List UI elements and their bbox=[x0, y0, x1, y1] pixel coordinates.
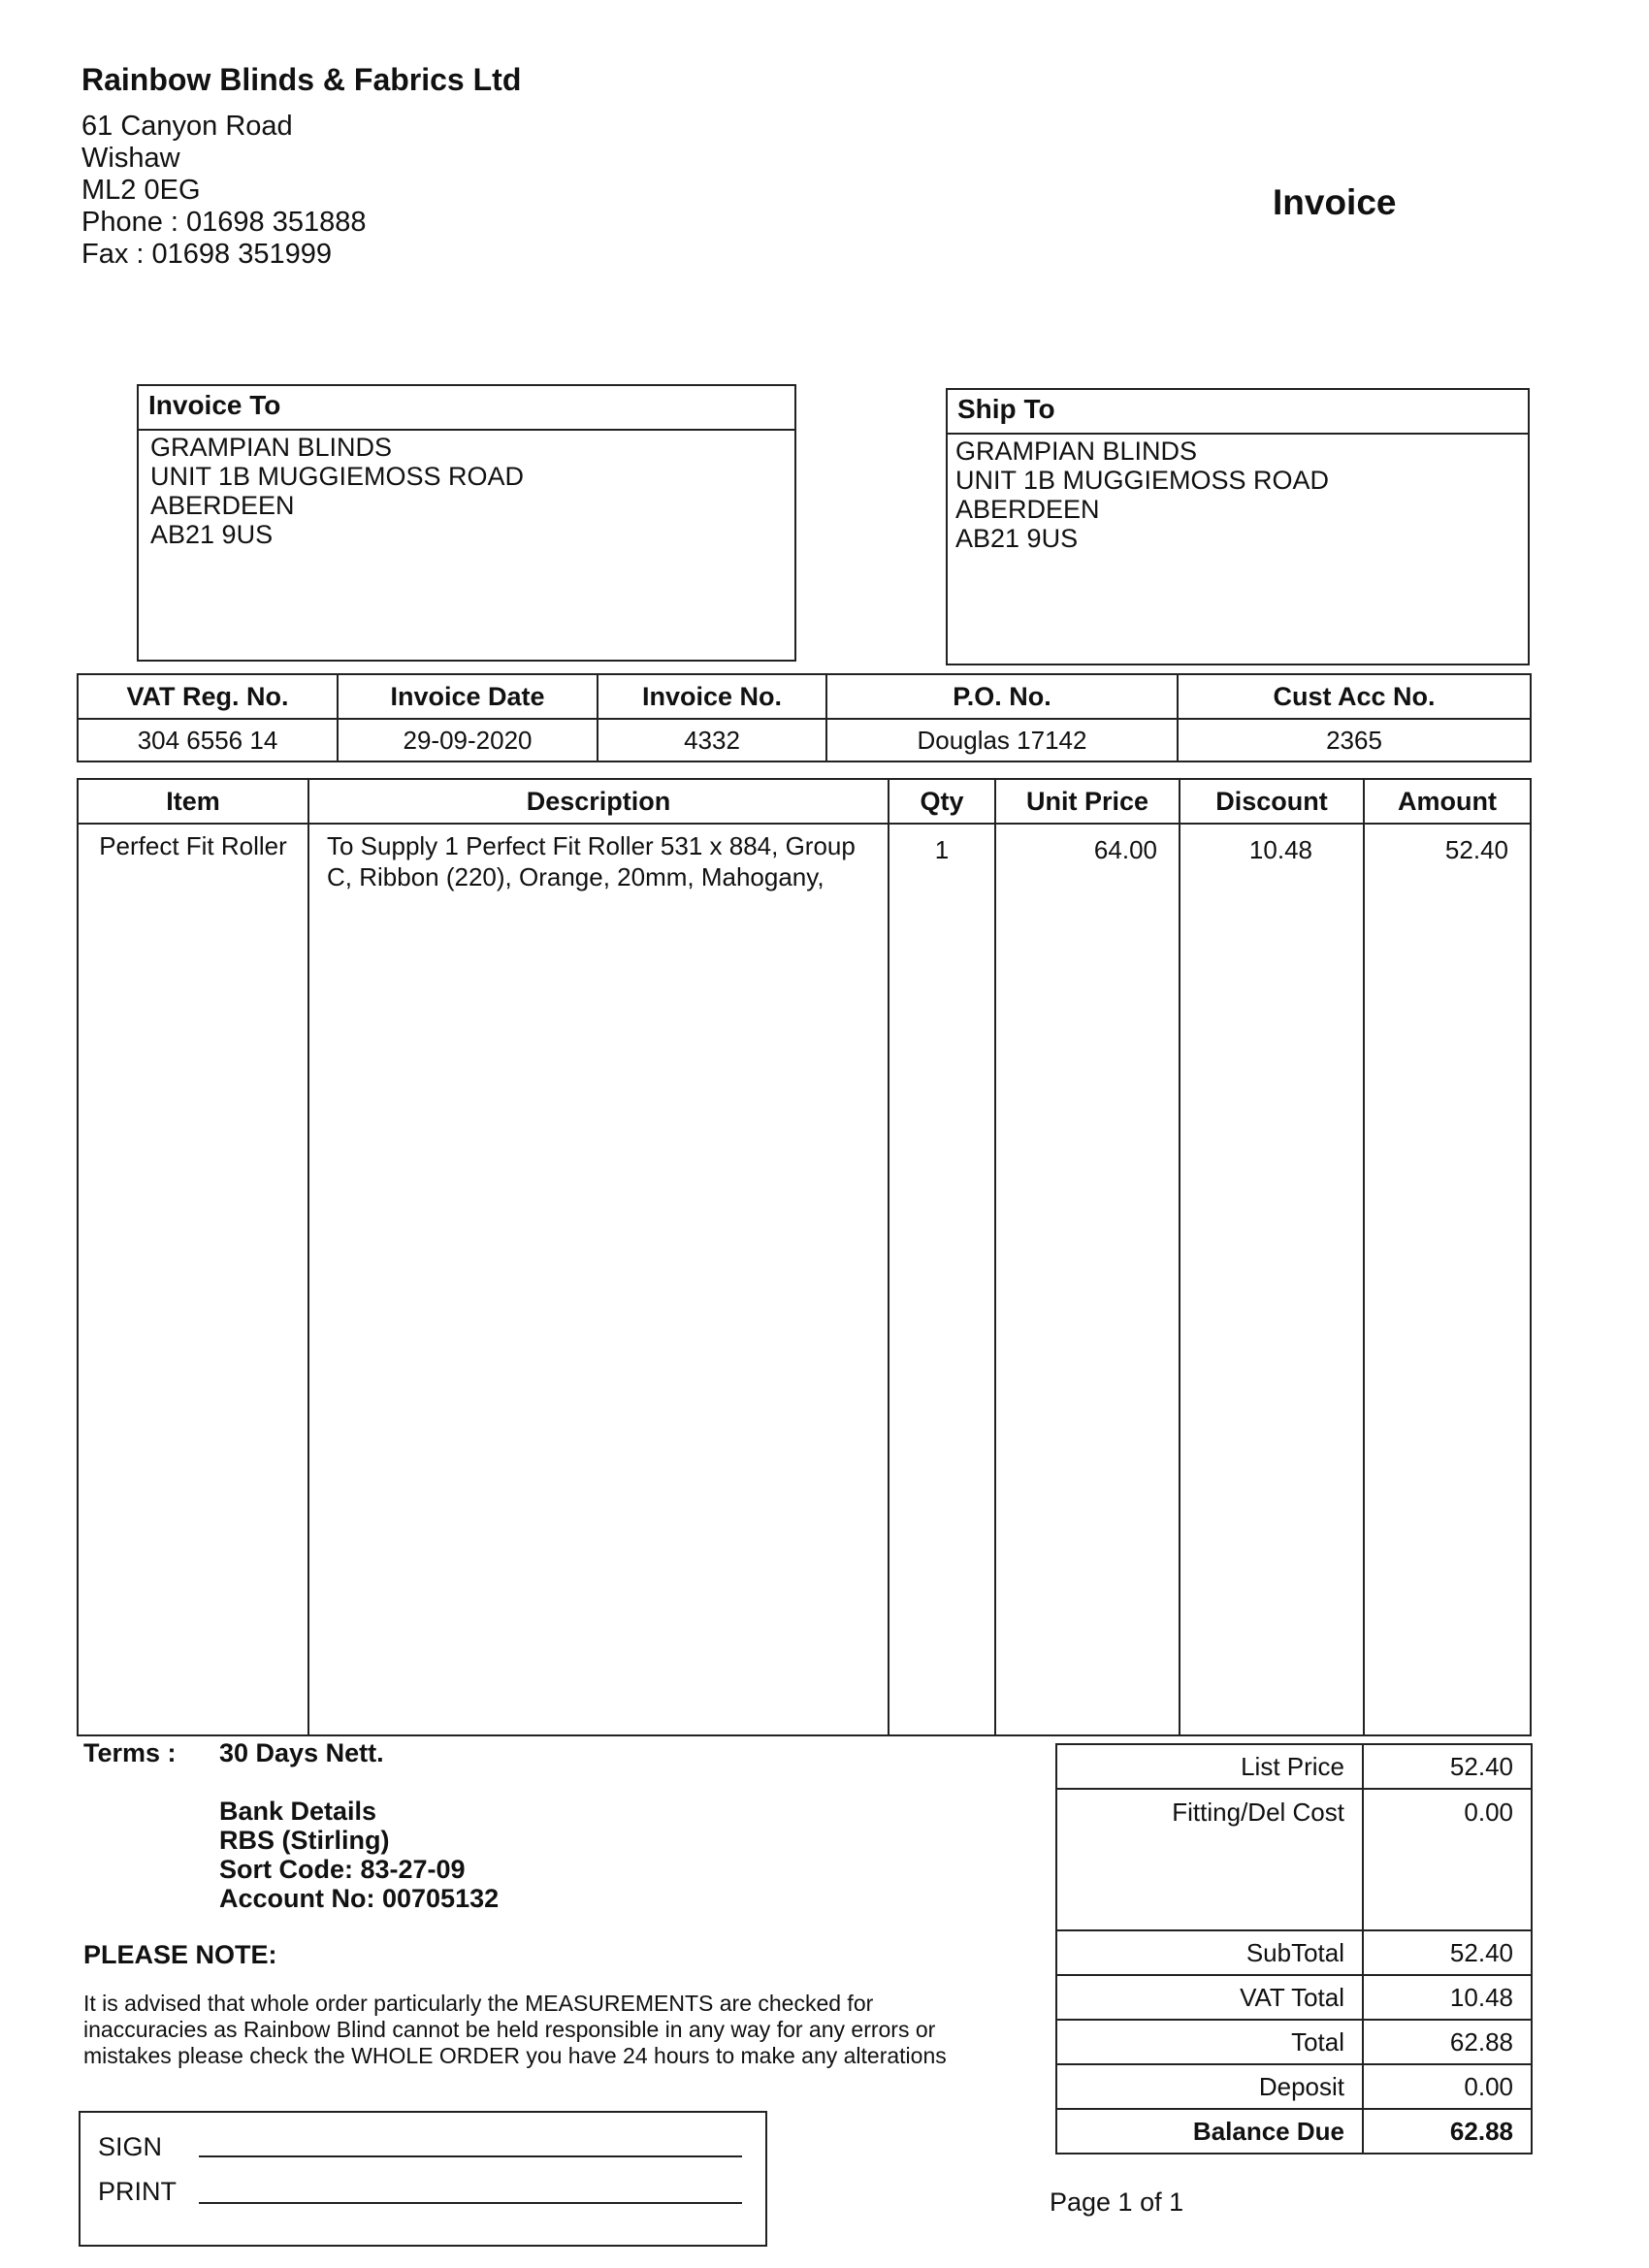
fitting-label: Fitting/Del Cost bbox=[1056, 1789, 1363, 1930]
phone-line: Phone : 01698 351888 bbox=[81, 207, 367, 238]
description-header: Description bbox=[308, 779, 889, 824]
bank-details-heading: Bank Details bbox=[219, 1797, 377, 1826]
amount-cell: 52.40 bbox=[1364, 824, 1531, 1735]
note-line: mistakes please check the WHOLE ORDER you have 24 hours to make any alterations bbox=[83, 2043, 947, 2068]
list-price-row bbox=[1056, 1744, 1532, 1789]
terms-value: 30 Days Nett. bbox=[219, 1738, 384, 1767]
address-line: ABERDEEN bbox=[955, 495, 1100, 524]
invoice-date-header: Invoice Date bbox=[338, 674, 598, 719]
subtotal-value: 52.40 bbox=[1363, 1930, 1532, 1975]
total-value: 62.88 bbox=[1363, 2020, 1532, 2064]
list-price-value: 52.40 bbox=[1363, 1744, 1532, 1789]
invoice-date-value: 29-09-2020 bbox=[338, 719, 598, 761]
please-note-heading: PLEASE NOTE: bbox=[83, 1940, 277, 1969]
total-label: Total bbox=[1056, 2020, 1363, 2064]
subtotal-row bbox=[1056, 1930, 1532, 1975]
vat-row bbox=[1056, 1975, 1532, 2020]
address-line: GRAMPIAN BLINDS bbox=[955, 437, 1198, 466]
unit-price-header: Unit Price bbox=[995, 779, 1180, 824]
sign-line[interactable] bbox=[199, 2155, 742, 2157]
description-cell bbox=[308, 824, 889, 1735]
description-line: To Supply 1 Perfect Fit Roller 531 x 884, Group bbox=[327, 831, 856, 860]
vat-reg-value: 304 6556 14 bbox=[78, 719, 338, 761]
sort-code: Sort Code: 83-27-09 bbox=[219, 1855, 466, 1884]
cust-acc-value: 2365 bbox=[1178, 719, 1531, 761]
balance-row bbox=[1056, 2109, 1532, 2154]
info-header-row bbox=[78, 674, 1531, 719]
items-table bbox=[77, 778, 1532, 1736]
print-label: PRINT bbox=[98, 2177, 177, 2206]
invoice-to-heading: Invoice To bbox=[139, 386, 794, 431]
address-line: GRAMPIAN BLINDS bbox=[150, 433, 393, 462]
company-address bbox=[81, 111, 367, 271]
info-value-row bbox=[78, 719, 1531, 761]
cust-acc-header: Cust Acc No. bbox=[1178, 674, 1531, 719]
table-row bbox=[78, 824, 1531, 1735]
address-line: ML2 0EG bbox=[81, 175, 201, 206]
discount-header: Discount bbox=[1180, 779, 1364, 824]
page-number: Page 1 of 1 bbox=[1050, 2187, 1184, 2217]
note-line: It is advised that whole order particularly the MEASUREMENTS are checked for bbox=[83, 1991, 874, 2016]
company-name: Rainbow Blinds & Fabrics Ltd bbox=[81, 62, 522, 97]
balance-value: 62.88 bbox=[1363, 2109, 1532, 2154]
address-line: AB21 9US bbox=[955, 524, 1079, 553]
bank-name: RBS (Stirling) bbox=[219, 1826, 390, 1855]
document-title: Invoice bbox=[1273, 182, 1397, 222]
ship-to-box bbox=[946, 388, 1530, 665]
total-row bbox=[1056, 2020, 1532, 2064]
deposit-value: 0.00 bbox=[1363, 2064, 1532, 2109]
totals-table bbox=[1055, 1743, 1533, 2155]
ship-to-address bbox=[955, 437, 1329, 553]
fitting-row bbox=[1056, 1789, 1532, 1930]
discount-cell: 10.48 bbox=[1180, 824, 1364, 1735]
vat-label: VAT Total bbox=[1056, 1975, 1363, 2020]
po-no-value: Douglas 17142 bbox=[826, 719, 1178, 761]
unit-price-cell: 64.00 bbox=[995, 824, 1180, 1735]
invoice-no-value: 4332 bbox=[598, 719, 826, 761]
address-line: UNIT 1B MUGGIEMOSS ROAD bbox=[150, 462, 525, 491]
invoice-info-table bbox=[77, 673, 1532, 762]
deposit-row bbox=[1056, 2064, 1532, 2109]
deposit-label: Deposit bbox=[1056, 2064, 1363, 2109]
invoice-to-box bbox=[137, 384, 796, 662]
address-line: 61 Canyon Road bbox=[81, 111, 293, 142]
sign-box bbox=[79, 2111, 767, 2247]
item-cell: Perfect Fit Roller bbox=[78, 824, 308, 1735]
items-header-row bbox=[78, 779, 1531, 824]
address-line: Wishaw bbox=[81, 143, 180, 174]
note-line: inaccuracies as Rainbow Blind cannot be held responsible in any way for any errors or bbox=[83, 2017, 936, 2042]
vat-reg-header: VAT Reg. No. bbox=[78, 674, 338, 719]
ship-to-heading: Ship To bbox=[948, 390, 1528, 435]
address-line: AB21 9US bbox=[150, 520, 274, 549]
fitting-value: 0.00 bbox=[1363, 1789, 1532, 1930]
sign-label: SIGN bbox=[98, 2132, 163, 2161]
amount-header: Amount bbox=[1364, 779, 1531, 824]
fax-line: Fax : 01698 351999 bbox=[81, 239, 332, 270]
list-price-label: List Price bbox=[1056, 1744, 1363, 1789]
address-line: ABERDEEN bbox=[150, 491, 295, 520]
po-no-header: P.O. No. bbox=[826, 674, 1178, 719]
qty-cell: 1 bbox=[889, 824, 995, 1735]
item-header: Item bbox=[78, 779, 308, 824]
balance-label: Balance Due bbox=[1056, 2109, 1363, 2154]
subtotal-label: SubTotal bbox=[1056, 1930, 1363, 1975]
print-line[interactable] bbox=[199, 2202, 742, 2204]
qty-header: Qty bbox=[889, 779, 995, 824]
description-line: C, Ribbon (220), Orange, 20mm, Mahogany, bbox=[327, 862, 824, 891]
vat-value: 10.48 bbox=[1363, 1975, 1532, 2020]
invoice-to-address bbox=[150, 433, 524, 549]
invoice-no-header: Invoice No. bbox=[598, 674, 826, 719]
terms-label: Terms : bbox=[83, 1738, 177, 1767]
address-line: UNIT 1B MUGGIEMOSS ROAD bbox=[955, 466, 1330, 495]
account-number: Account No: 00705132 bbox=[219, 1884, 500, 1913]
